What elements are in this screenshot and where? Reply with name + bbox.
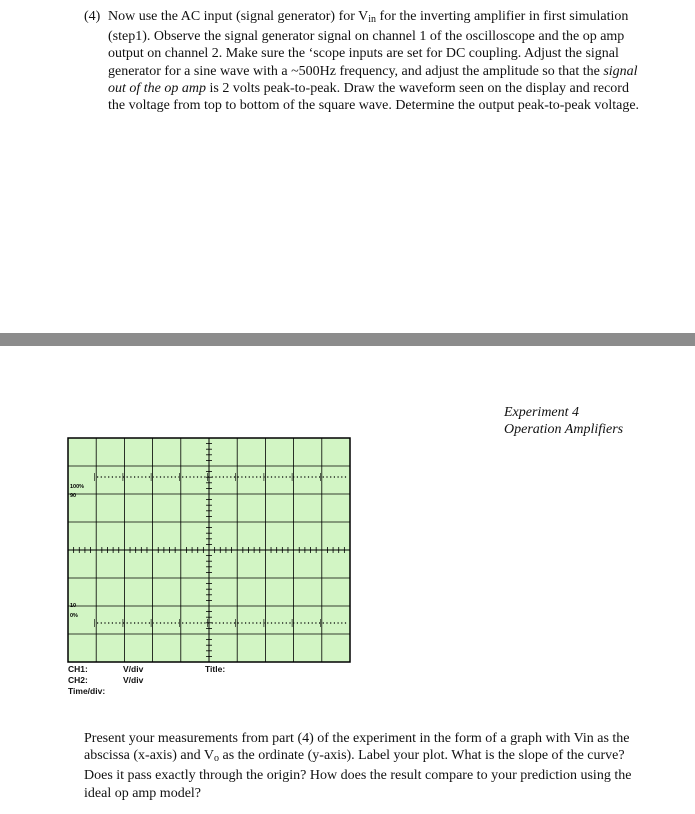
scope-settings	[68, 664, 368, 704]
ch1-label: CH1:	[68, 664, 88, 674]
label-0-percent: 0%	[70, 613, 78, 619]
label-100-percent: 100%	[70, 484, 85, 490]
part4-body: Now use the AC input (signal generator) for $V_{in}$ for the inverting amplifier in first simulation (step1). Observe the signal generator signal on channel 1 of the oscilloscope and the op amp output on channel 2. Make sure the ‘scope inputs are set for DC coupling. Adjust the signal generator for a sine wave with a ~500Hz frequency, and adjust the amplitude so that the signal out of the op amp is 2 volts peak-to-peak. Draw the waveform seen on the display and record the voltage from top to bottom of the square wave. Determine the output peak-to-peak voltage.	[108, 9, 640, 114]
page-divider	[0, 333, 695, 346]
label-10: 10	[70, 603, 77, 609]
ch2-vdiv: V/div	[123, 675, 144, 685]
vin-subscript: in	[368, 14, 377, 25]
vo-subscript: o	[214, 753, 219, 765]
italic-phrase: signal out of the op amp	[108, 63, 638, 96]
present-instructions: Present your measurements from part (4) of the experiment in the form of a graph with Vin as the abscissa (x-axis) and $V_o$ as the ordinate (y-axis). Label your plot. What is the slope of the curve? Does it pass exactly through the origin? How does the result compare to your prediction using the ideal op amp model?	[84, 731, 632, 801]
label-90: 90	[70, 493, 77, 499]
part4-instructions	[84, 8, 644, 114]
experiment-header	[504, 404, 623, 438]
experiment-title: Operation Amplifiers	[504, 422, 624, 437]
part4-number: (4)	[84, 9, 101, 24]
ch2-label: CH2:	[68, 675, 88, 685]
experiment-number: Experiment 4	[504, 405, 580, 420]
oscilloscope-grid	[67, 437, 351, 663]
timediv-label: Time/div:	[68, 686, 106, 696]
title-label: Title:	[205, 664, 226, 674]
ch1-vdiv: V/div	[123, 664, 144, 674]
